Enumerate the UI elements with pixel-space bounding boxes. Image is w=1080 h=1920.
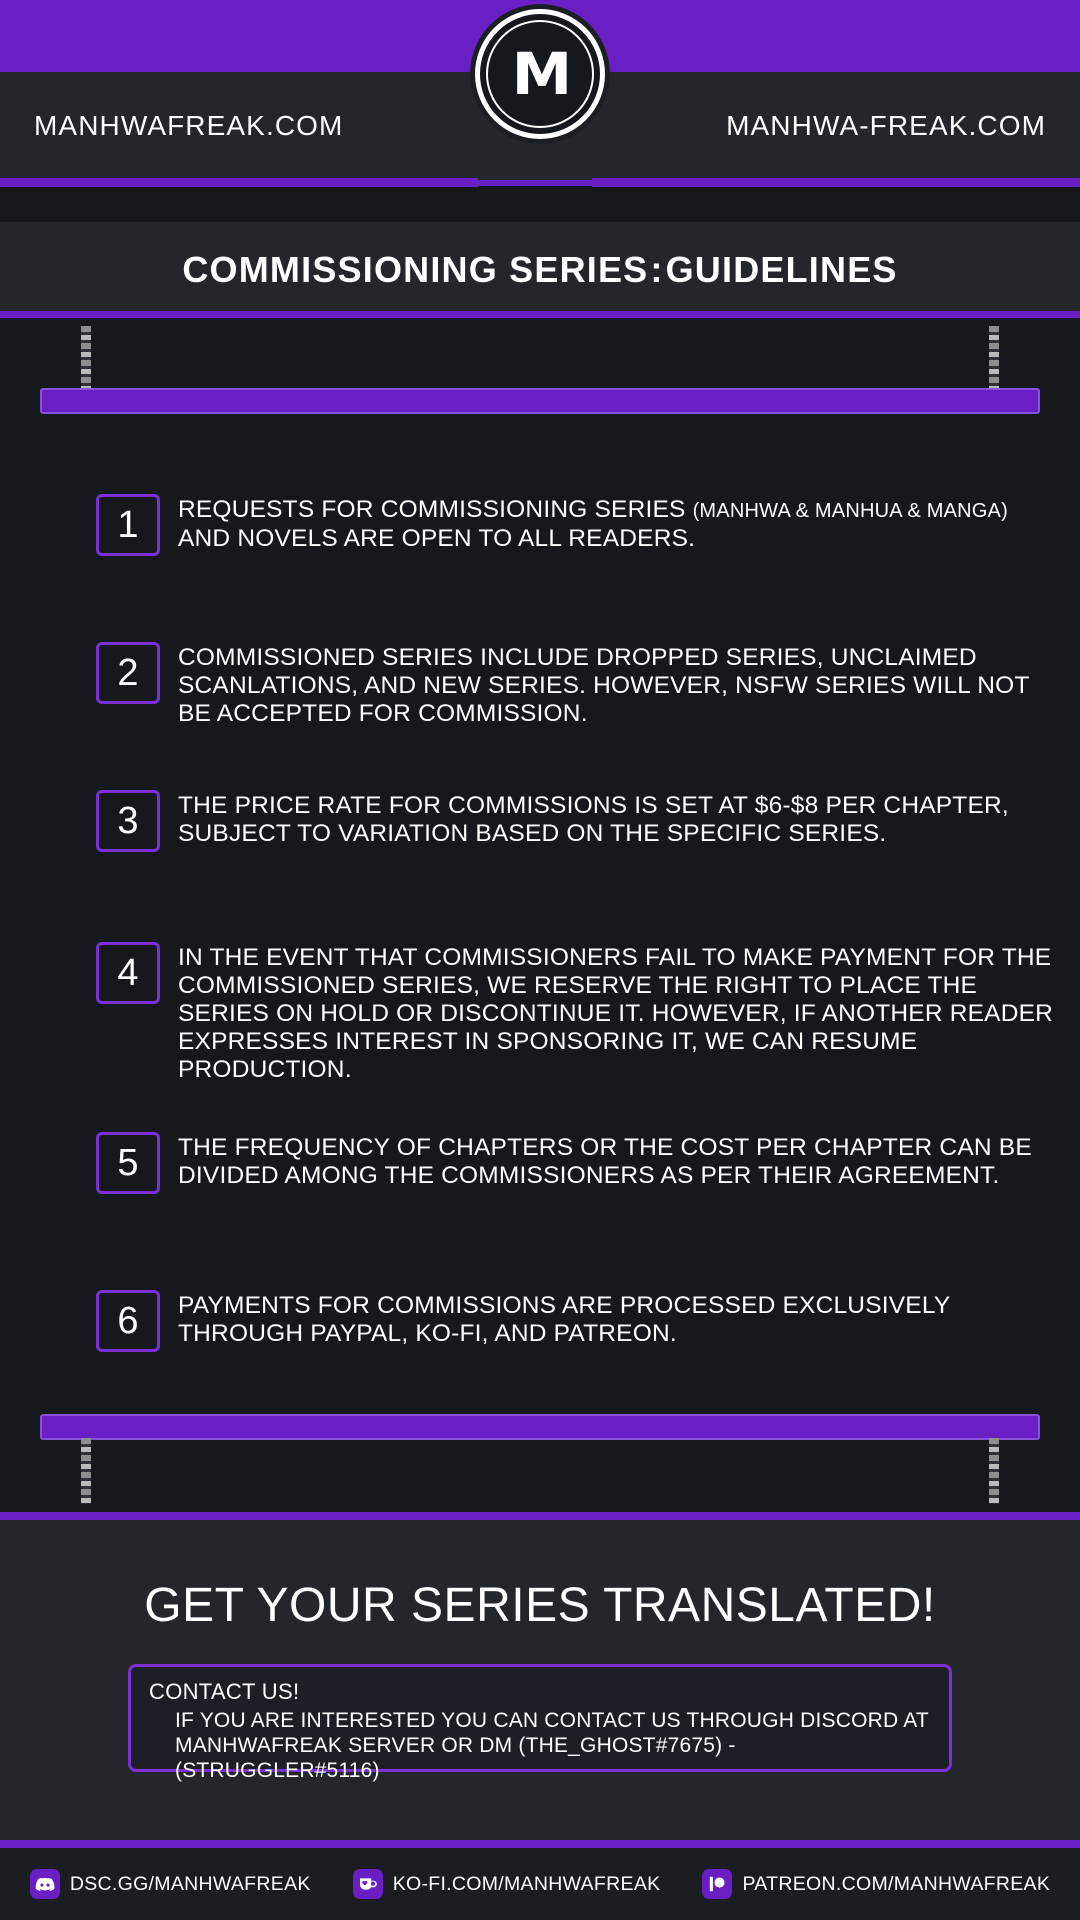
- contact-box: [128, 1664, 952, 1782]
- title-band: [0, 222, 1080, 318]
- logo-outer-ring: [475, 9, 605, 139]
- social-link-kofi[interactable]: [353, 1869, 661, 1899]
- list-item-text: IN THE EVENT THAT COMMISSIONERS FAIL TO MAKE PAYMENT FOR THE COMMISSIONED SERIES, WE RESERVE THE RIGHT TO PLACE THE SERIES ON HOLD OR DISCONTINUE IT. HOWEVER, IF ANOTHER READER EXPRESSES INTEREST IN SPONSORING IT, WE CAN RESUME PRODUCTION.: [178, 944, 1054, 1083]
- social-label-kofi: KO-FI.COM/MANHWAFREAK: [392, 1872, 661, 1895]
- list-item: [96, 642, 1056, 728]
- divider-bar-bottom: [40, 1414, 1040, 1440]
- patreon-icon: [702, 1869, 732, 1899]
- list-item: [96, 790, 1056, 852]
- contact-body: IF YOU ARE INTERESTED YOU CAN CONTACT US THROUGH DISCORD AT MANHWAFREAK SERVER OR DM (THE_GHOST#7675) - (STRUGGLER#5116): [175, 1709, 929, 1782]
- logo-monogram-icon: M: [511, 40, 569, 108]
- list-item-number: 3: [96, 790, 160, 852]
- chain-top-right: [989, 326, 999, 392]
- list-item: [96, 1290, 1056, 1352]
- list-item-text-part: REQUESTS FOR COMMISSIONING SERIES: [178, 496, 693, 523]
- list-item-text-part-small: (MANHWA & MANHUA & MANGA): [692, 500, 1008, 522]
- list-item-text-part: AND NOVELS ARE OPEN TO ALL READERS.: [178, 525, 696, 552]
- list-item-number: 1: [96, 494, 160, 556]
- list-item: [96, 1132, 1056, 1194]
- contact-title: CONTACT US!: [149, 1679, 300, 1704]
- chain-bottom-left: [81, 1438, 91, 1504]
- chain-top-left: [81, 326, 91, 392]
- footer-bottom-divider: [0, 1840, 1080, 1848]
- social-link-discord[interactable]: [30, 1869, 311, 1899]
- list-item-number: 6: [96, 1290, 160, 1352]
- page-title-separator: :: [650, 249, 664, 290]
- list-item-text: [178, 494, 1056, 553]
- divider-bar-top: [40, 388, 1040, 414]
- site-link-left[interactable]: MANHWAFREAK.COM: [34, 110, 344, 141]
- list-item: [96, 942, 1056, 1084]
- list-item-text: THE PRICE RATE FOR COMMISSIONS IS SET AT $6-$8 PER CHAPTER, SUBJECT TO VARIATION BASED ON THE SPECIFIC SERIES.: [178, 792, 1009, 847]
- logo-inner-ring: [486, 20, 594, 128]
- banner-underline-right: [592, 178, 1080, 187]
- list-item-text: THE FREQUENCY OF CHAPTERS OR THE COST PER CHAPTER CAN BE DIVIDED AMONG THE COMMISSIONERS AS PER THEIR AGREEMENT.: [178, 1134, 1032, 1189]
- page-title-main: COMMISSIONING SERIES: [182, 249, 649, 290]
- top-banner: [0, 0, 1080, 186]
- list-item-text: PAYMENTS FOR COMMISSIONS ARE PROCESSED EXCLUSIVELY THROUGH PAYPAL, KO-FI, AND PATREON.: [178, 1292, 950, 1347]
- footer-headline: GET YOUR SERIES TRANSLATED!: [144, 1579, 936, 1632]
- discord-icon: [30, 1869, 60, 1899]
- list-item-number: 4: [96, 942, 160, 1004]
- banner-underline-left: [0, 178, 478, 187]
- brand-logo: [470, 4, 610, 144]
- kofi-icon: [353, 1869, 383, 1899]
- chain-bottom-right: [989, 1438, 999, 1504]
- title-band-bottom-divider: [0, 311, 1080, 318]
- footer-top-divider: [0, 1512, 1080, 1520]
- list-item: [96, 494, 1056, 556]
- page-title: [182, 249, 897, 291]
- list-item-text: COMMISSIONED SERIES INCLUDE DROPPED SERIES, UNCLAIMED SCANLATIONS, AND NEW SERIES. HOWEVER, NSFW SERIES WILL NOT BE ACCEPTED FOR COMMISSION.: [178, 644, 1030, 727]
- page-title-sub: GUIDELINES: [665, 249, 898, 290]
- list-item-number: 5: [96, 1132, 160, 1194]
- social-label-patreon: PATREON.COM/MANHWAFREAK: [742, 1872, 1051, 1895]
- social-bar: [0, 1848, 1080, 1920]
- site-link-right[interactable]: MANHWA-FREAK.COM: [726, 110, 1046, 141]
- social-label-discord: DSC.GG/MANHWAFREAK: [69, 1872, 311, 1895]
- list-item-number: 2: [96, 642, 160, 704]
- social-link-patreon[interactable]: [702, 1869, 1050, 1899]
